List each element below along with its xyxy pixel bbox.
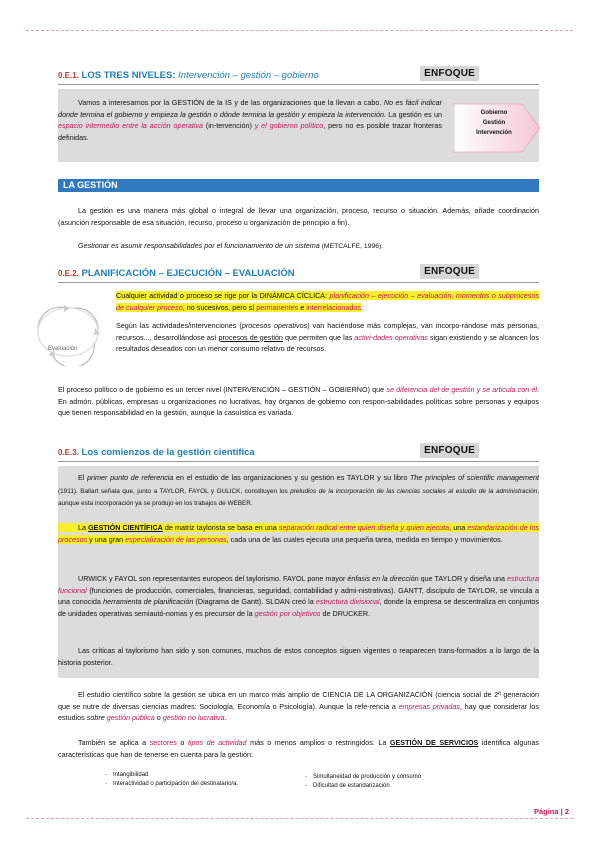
cycle-label: Evaluación — [48, 346, 78, 352]
ci-g: o — [154, 713, 163, 723]
c-a: La — [58, 523, 88, 532]
ciencia-paragraph — [58, 689, 539, 724]
cientifica-paragraph — [58, 522, 539, 545]
u-i: , donde la empresa se descentraliza en conjuntos de unidades operativas semiautó-nomas y es precursor de la — [58, 597, 539, 618]
page-footer — [534, 807, 569, 816]
op-d: procesos de gestión — [218, 332, 283, 342]
op-c: ) van haciéndose más complejas, van incorpo-rándose más personas, recursos..., desarrollándose así — [116, 321, 539, 342]
t-a: El — [78, 473, 88, 482]
arrow-label-intervencion: Intervención — [476, 130, 512, 136]
s-d: tipos de actividad — [187, 738, 247, 747]
top-divider — [26, 30, 573, 31]
op-b: procesos operativos — [241, 321, 308, 330]
gestion-text: La gestión es una manera más global o integral de llevar una organización, proceso, recurso o situación. Además, añade coordinación (asunción responsable de esa situación, recurso, proceso u organización de principio a fin). — [58, 206, 539, 227]
cycle-interrelacionados: interrelacionados — [306, 302, 361, 312]
enfoque-badge: ENFOQUE — [420, 443, 479, 458]
pol-b: se diferencia del de gestión y se articula con él — [386, 385, 538, 394]
s-c: o — [176, 738, 188, 747]
bullet-text: Simultaneidad de producción y consumo — [313, 774, 422, 780]
section-number: 0.E.2. — [58, 269, 79, 278]
section-heading-3 — [58, 447, 539, 462]
c-e: , una — [449, 523, 468, 532]
bottom-divider — [26, 818, 573, 819]
intro-highlight-1: espacio intermedio entre la acción operativa — [58, 121, 204, 131]
politico-paragraph — [58, 384, 539, 419]
pol-c: . En admón. públicas, empresas u organizaciones no lucrativas, hay órganos de gobierno con respon-sabilidades políticas sobre personas y equipos que tienen responsabilidad en la gestión, aunque la casuística es variada. — [58, 385, 540, 418]
intro-sentence-3c: (in-tervención) — [203, 121, 255, 131]
t-d: The principles of scientific management — [410, 473, 539, 482]
u-j: gestión por objetivos — [254, 608, 321, 618]
enfoque-badge: ENFOQUE — [420, 66, 479, 81]
u-e: (funciones de producción, comerciales, financieras, seguridad, contabilidad y admi-nistrativas). GANTT, discípulo de TAYLOR, se vincula a una conocida — [58, 585, 539, 607]
s-b: sectores — [149, 738, 177, 747]
s-g: identifica algunas características que han de tenerse en cuenta para la gestión: — [58, 738, 539, 759]
section-subtitle: Intervención – gestión – gobierno — [178, 70, 319, 81]
quote-text: Gestionar es asumir responsabilidades por el funcionamiento de un sistema — [78, 241, 320, 250]
u-g: (Diagrama de Gantt). SLOAN creó la — [193, 597, 316, 607]
operativos-paragraph — [116, 320, 539, 355]
t-g: , aunque esta incorporación ya se produjo en los trabajos de WEBER. — [58, 487, 539, 508]
cycle-paragraph — [116, 290, 539, 313]
c-b: GESTIÓN CIENTÍFICA — [88, 523, 163, 532]
section-title: Los comienzos de la gestión científica — [81, 447, 255, 458]
op-f: activi-dades operativas — [354, 332, 428, 342]
c-g: y una gran — [87, 534, 126, 544]
c-f: estandarización de los procesos — [58, 523, 539, 544]
t-c: en el estudio de las organizaciones y su gestión es TAYLOR y su libro — [173, 473, 411, 482]
levels-arrow-labels — [466, 108, 522, 138]
intro-sentence-2: No es fácil indicar donde termina el gobierno y empieza la gestión o dónde termina la gestión y empieza la intervención. — [58, 98, 442, 119]
u-b: énfasis en la dirección — [347, 574, 419, 583]
criticas-text: Las críticas al taylorismo han sido y son comunes, muchos de estos conceptos siguen vigentes o reaparecen trans-formados a lo largo de la historia posterior. — [58, 646, 539, 667]
t-e: (1911). Ballart señala que, junto a TAYLOR, FAYOL y GULICK, constituyen los — [58, 487, 291, 495]
intro-sentence-3e: , pero no es posible trazar fronteras definidas. — [58, 121, 442, 142]
urwick-paragraph — [58, 573, 539, 619]
ci-i: . — [224, 713, 227, 723]
gestion-bar: LA GESTIÓN — [58, 179, 539, 192]
arrow-label-gestion: Gestión — [482, 120, 506, 126]
section-title: LOS TRES NIVELES: — [81, 70, 179, 81]
bullets-right — [305, 773, 421, 791]
section-title: PLANIFICACIÓN – EJECUCIÓN – EVALUACIÓN — [81, 268, 295, 279]
servicios-paragraph — [58, 737, 539, 760]
op-e: que permiten que las — [282, 332, 355, 342]
cycle-lead: Cualquier actividad o proceso se rige por la DINÁMICA CÍCLICA: — [116, 291, 330, 300]
s-f: GESTIÓN DE SERVICIOS — [389, 738, 479, 747]
cycle-highlight: planificación – ejecución – evaluación, momentos o subprocesos de cualquier proceso — [116, 291, 539, 312]
intro-sentence-3a: La gestión es un — [385, 109, 442, 119]
bullets-left — [105, 771, 238, 789]
cycle-text-g: . — [360, 302, 363, 312]
c-h: especialización de las personas — [125, 534, 227, 544]
ci-c: , hay que considerar los estudios — [58, 701, 539, 723]
list-item: - Interactividad o participación del destinatario/a. — [105, 781, 239, 787]
enfoque-badge: ENFOQUE — [420, 264, 479, 279]
op-a: Según las actividades/intervenciones ( — [116, 321, 242, 330]
c-d: separación radical entre quien diseña y quien ejecuta — [278, 523, 450, 532]
page-number: 2 — [564, 807, 569, 816]
c-c: de matriz taylorista se basa en una — [162, 523, 279, 532]
t-f: preludios de la incorporación de las ciencias sociales al estudio de la administración — [290, 487, 538, 495]
u-f: herramienta de planificación — [103, 597, 194, 607]
ci-f: gestión pública — [106, 713, 155, 723]
list-item: - Dificultad de estandarización — [305, 783, 390, 789]
cycle-permanentes: permanentes — [256, 302, 299, 312]
cycle-text-c: , no sucesivos, pero sí — [182, 302, 257, 312]
c-i: , cada una de las cuales ejecuta una pequeña tarea, medida en tiempo y movimientos. — [226, 534, 503, 544]
bullet-text: Interactividad o participación del destinatario/a. — [113, 781, 239, 787]
gestion-paragraph — [58, 205, 539, 228]
ci-d: sobre — [86, 713, 105, 723]
cycle-text-e: e — [298, 302, 307, 312]
pol-a: El proceso político o de gobierno es un tercer nivel (INTERVENCIÓN – GESTIÓN – GOBIERNO) que — [58, 385, 387, 394]
u-c: que TAYLOR y diseña una — [418, 574, 508, 583]
gestion-quote — [78, 240, 539, 253]
t-b: primer punto de referencia — [87, 473, 174, 482]
intro-text — [58, 97, 442, 143]
intro-sentence-1: Vamos a interesarnos por la GESTIÓN de la IS y de las organizaciones que la llevan a cabo. — [78, 98, 382, 107]
u-h: estructura divisional — [315, 597, 380, 607]
list-item: - Intangibilidad — [105, 772, 149, 778]
section-number: 0.E.1. — [58, 71, 79, 80]
cycle-diagram-icon — [28, 300, 106, 366]
ci-h: gestión no lucrativa — [162, 713, 225, 723]
section-heading-1 — [58, 70, 539, 85]
op-g: sigan existiendo y se alcancen los resultados deseados con un menor consumo relativo de recursos. — [116, 332, 539, 354]
bullet-text: Intangibilidad — [113, 772, 149, 778]
s-e: más o menos amplios o restringidos. La — [246, 738, 390, 747]
footer-label: Página — [533, 807, 559, 816]
section-number: 0.E.3. — [58, 448, 79, 457]
s-a: También se aplica a — [78, 738, 150, 747]
u-a: URWICK y FAYOL son representantes europeos del taylorismo. FAYOL pone mayor — [78, 574, 348, 583]
criticas-paragraph — [58, 645, 539, 668]
ci-b: empresas privadas — [398, 701, 460, 711]
ci-a: El estudio científico sobre la gestión se ubica en un marco más amplio de CIENCIA DE LA ORGANIZACIÓN (ciencia social de 2ª generación que se nutre de diversas ciencias madres: Sociología, Economía o Psicología). Aunque la refe-rencia a — [58, 690, 539, 711]
taylor-paragraph — [58, 472, 539, 510]
u-d: estructura funcional — [58, 574, 539, 595]
intro-highlight-2: y el gobierno político — [254, 121, 324, 131]
arrow-label-gobierno: Gobierno — [480, 110, 508, 116]
footer-separator: | — [560, 807, 563, 816]
u-k: de DRUCKER. — [320, 608, 371, 618]
bullet-text: Dificultad de estandarización — [313, 783, 390, 789]
section-heading-2 — [58, 268, 539, 283]
quote-citation: (METCALFE, 1996). — [319, 243, 384, 250]
list-item: - Simultaneidad de producción y consumo — [305, 774, 422, 780]
